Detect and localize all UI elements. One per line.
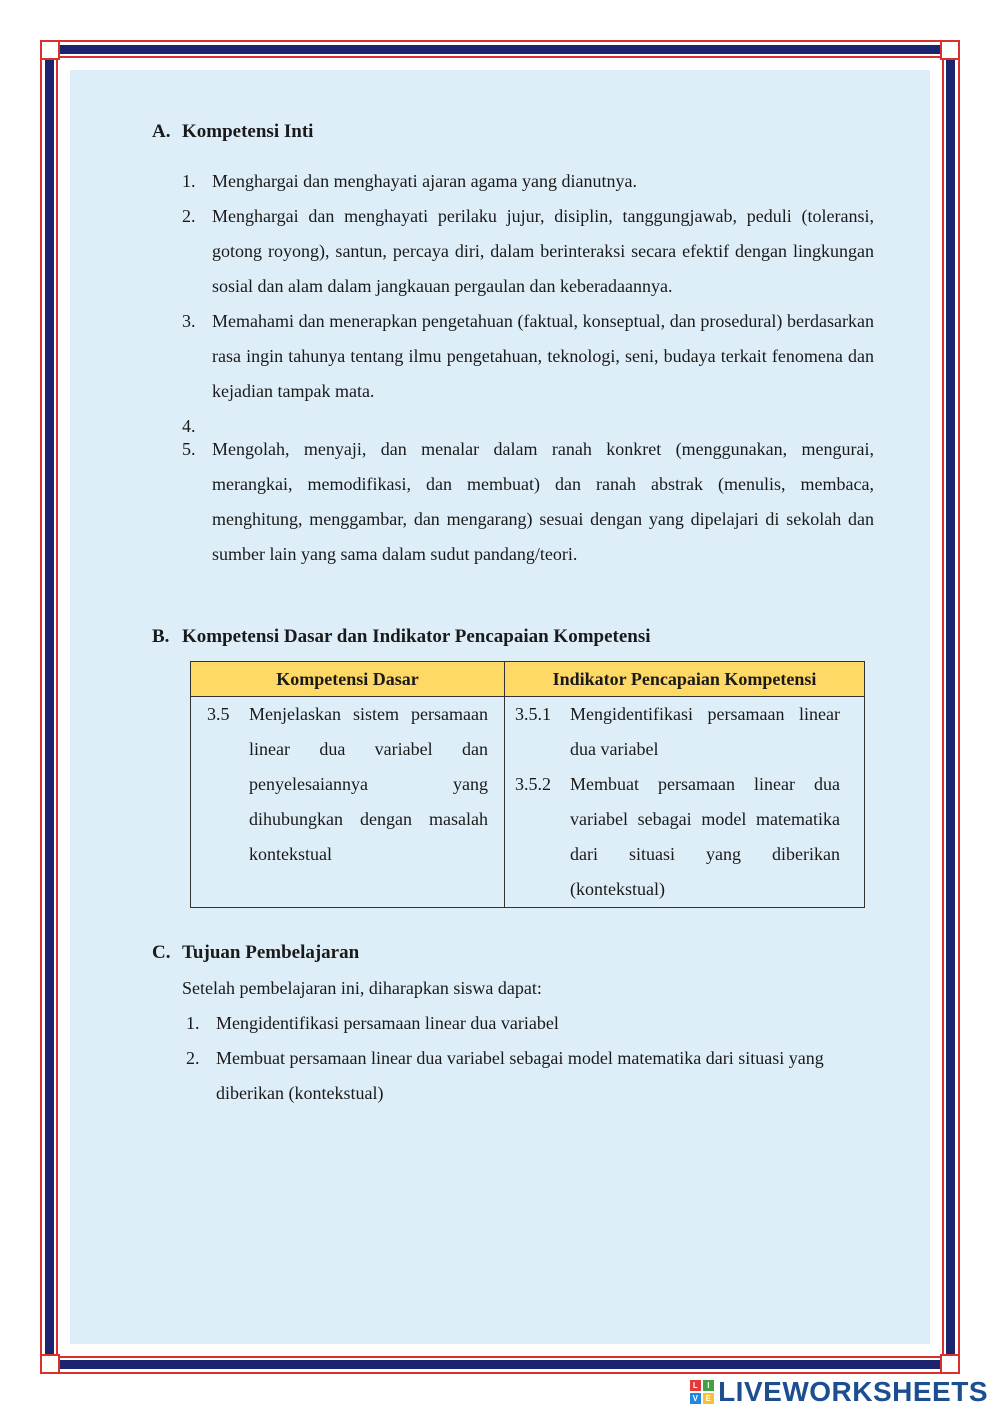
indicator-code: 3.5.2 (515, 774, 551, 794)
section-c-intro: Setelah pembelajaran ini, diharapkan siswa dapat: (182, 978, 542, 998)
section-a-heading (152, 121, 313, 143)
section-c-heading (152, 942, 359, 964)
list-item-number: 1. (186, 1013, 200, 1033)
list-item (182, 409, 874, 436)
list-item-text: Mengolah, menyaji, dan menalar dalam ranah konkret (menggunakan, mengurai, merangkai, memodifikasi, dan membuat) dan ranah abstrak (menulis, membaca, menghitung, menggambar, dan mengarang) sesuai dengan yang dipelajari di sekolah dan sumber lain yang sama dalam sudut pandang/teori. (212, 439, 874, 564)
table-header-kd: Kompetensi Dasar (191, 662, 505, 697)
indicator-item (505, 767, 864, 907)
brand-name: LIVEWORKSHEETS (718, 1376, 988, 1407)
section-b-title: Kompetensi Dasar dan Indikator Pencapaian Kompetensi (182, 626, 651, 647)
list-item-number: 3. (182, 311, 196, 331)
border-corner-bottom-left (40, 1354, 60, 1374)
kd-cell (191, 697, 505, 908)
logo-letter: I (703, 1380, 714, 1391)
logo-letter: L (690, 1380, 701, 1391)
list-item (182, 199, 874, 304)
kd-code: 3.5 (207, 704, 230, 724)
list-item-number: 5. (182, 439, 196, 459)
section-a-title: Kompetensi Inti (182, 121, 314, 142)
list-item (186, 1006, 866, 1041)
section-a-letter: A. (152, 121, 171, 142)
list-item-text: Memahami dan menerapkan pengetahuan (faktual, konseptual, dan prosedural) berdasarkan rasa ingin tahunya tentang ilmu pengetahuan, teknologi, seni, budaya terkait fenomena dan kejadian tampak mata. (212, 311, 874, 401)
kd-item (191, 697, 504, 872)
list-item (186, 1041, 866, 1111)
list-item-number: 2. (182, 206, 196, 226)
indicator-item (505, 697, 864, 767)
section-c-title: Tujuan Pembelajaran (182, 942, 360, 963)
list-item (182, 304, 874, 409)
table-header-indicator: Indikator Pencapaian Kompetensi (505, 662, 865, 697)
list-item-text: Mengidentifikasi persamaan linear dua variabel (216, 1013, 559, 1033)
indicator-text: Mengidentifikasi persamaan linear dua variabel (570, 704, 840, 759)
list-item (182, 164, 874, 199)
indicator-text: Membuat persamaan linear dua variabel sebagai model matematika dari situasi yang diberikan (kontekstual) (570, 774, 840, 899)
list-item-number: 2. (186, 1048, 200, 1068)
section-b-heading (152, 626, 651, 648)
table-header-row (191, 662, 865, 697)
list-item-text (212, 409, 874, 432)
indicator-code: 3.5.1 (515, 704, 551, 724)
logo-letter: V (690, 1393, 701, 1404)
liveworksheets-brand[interactable] (690, 1376, 988, 1408)
border-corner-bottom-right (940, 1354, 960, 1374)
list-item-text: Menghargai dan menghayati ajaran agama yang dianutnya. (212, 171, 638, 191)
section-b-letter: B. (152, 626, 170, 647)
competency-table (190, 661, 865, 908)
list-item-number: 4. (182, 416, 196, 436)
kompetensi-inti-list (182, 164, 874, 572)
table-row (191, 697, 865, 908)
border-corner-top-right (940, 40, 960, 60)
logo-letter: E (703, 1393, 714, 1404)
list-item (182, 432, 874, 572)
section-c-letter: C. (152, 942, 171, 963)
border-corner-top-left (40, 40, 60, 60)
indicator-cell (505, 697, 865, 908)
list-item-text: Menghargai dan menghayati perilaku jujur, disiplin, tanggungjawab, peduli (toleransi, gotong royong), santun, percaya diri, dalam berinteraksi secara efektif dengan lingkungan sosial dan alam dalam jangkauan pergaulan dan keberadaannya. (212, 206, 874, 296)
liveworksheets-logo-icon (690, 1380, 714, 1404)
list-item-number: 1. (182, 171, 196, 191)
kd-text: Menjelaskan sistem persamaan linear dua variabel dan penyelesaiannya yang dihubungkan dengan masalah kontekstual (249, 704, 488, 864)
list-item-text: Membuat persamaan linear dua variabel sebagai model matematika dari situasi yang diberikan (kontekstual) (216, 1048, 824, 1103)
tujuan-list (186, 1006, 866, 1111)
